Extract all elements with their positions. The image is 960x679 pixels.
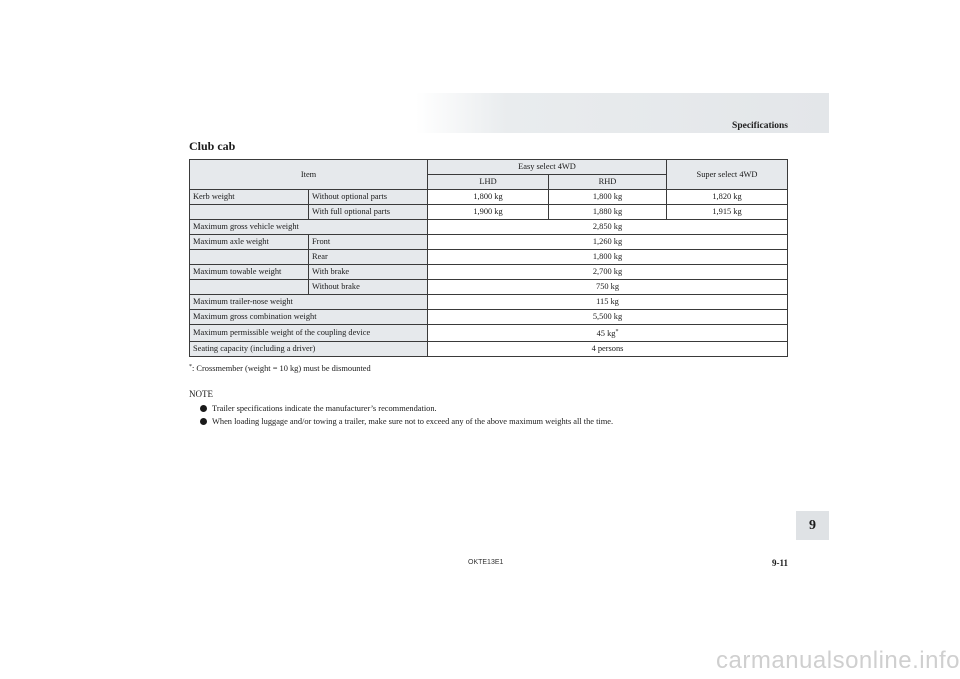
page-header-title: Specifications: [732, 121, 788, 131]
row-label: Maximum trailer-nose weight: [190, 295, 428, 310]
cell-value: 1,260 kg: [428, 235, 788, 250]
footnote-text: : Crossmember (weight = 10 kg) must be dismounted: [192, 364, 371, 373]
cell-super: 1,915 kg: [667, 205, 788, 220]
cell-value: 750 kg: [428, 280, 788, 295]
header-super-select-4wd: Super select 4WD: [667, 160, 788, 190]
table-row: [190, 295, 788, 310]
table-row: [190, 280, 788, 295]
cell-rhd: 1,880 kg: [549, 205, 667, 220]
note-text: Trailer specifications indicate the manufacturer’s recommendation.: [212, 404, 437, 413]
cell-value: 4 persons: [428, 342, 788, 357]
page-number: 9-11: [771, 558, 788, 568]
table-row: [190, 190, 788, 205]
row-label: Kerb weight: [190, 190, 309, 205]
table-row: [190, 310, 788, 325]
bullet-icon: [200, 418, 207, 425]
row-label: Maximum axle weight: [190, 235, 309, 250]
cell-value: 115 kg: [428, 295, 788, 310]
cell-value: 2,700 kg: [428, 265, 788, 280]
table-row: [190, 342, 788, 357]
bullet-icon: [200, 405, 207, 412]
row-label: Seating capacity (including a driver): [190, 342, 428, 357]
chapter-tab: 9: [796, 511, 829, 540]
note-text: When loading luggage and/or towing a trailer, make sure not to exceed any of the above maximum weights all the time.: [212, 417, 614, 426]
row-sublabel: Without optional parts: [309, 190, 428, 205]
table-row: [190, 235, 788, 250]
row-label: Maximum permissible weight of the coupling device: [190, 325, 428, 342]
row-sublabel: Front: [309, 235, 428, 250]
note-list: [200, 402, 613, 428]
table-row: [190, 220, 788, 235]
row-sublabel: With full optional parts: [309, 205, 428, 220]
note-item: [200, 402, 613, 415]
row-label-empty: [190, 250, 309, 265]
note-heading: NOTE: [189, 389, 213, 399]
cell-rhd: 1,800 kg: [549, 190, 667, 205]
cell-value: 5,500 kg: [428, 310, 788, 325]
document-code: OKTE13E1: [468, 559, 504, 566]
header-lhd: LHD: [428, 175, 549, 190]
watermark: carmanualsonline.info: [716, 647, 960, 674]
note-item: [200, 415, 613, 428]
row-sublabel: With brake: [309, 265, 428, 280]
specifications-table: [189, 159, 788, 357]
row-label: Maximum towable weight: [190, 265, 309, 280]
row-label: Maximum gross vehicle weight: [190, 220, 428, 235]
row-label: Maximum gross combination weight: [190, 310, 428, 325]
table-header-row: [190, 160, 788, 175]
cell-value: [428, 325, 788, 342]
section-title: Club cab: [189, 139, 236, 153]
coupling-value: 45 kg: [596, 329, 616, 338]
row-sublabel: Rear: [309, 250, 428, 265]
table-row: [190, 205, 788, 220]
row-sublabel: Without brake: [309, 280, 428, 295]
cell-lhd: 1,800 kg: [428, 190, 549, 205]
row-label-empty: [190, 280, 309, 295]
row-label: [190, 205, 309, 220]
table-row: [190, 250, 788, 265]
header-easy-select-4wd: Easy select 4WD: [428, 160, 667, 175]
header-rhd: RHD: [549, 175, 667, 190]
cell-value: 2,850 kg: [428, 220, 788, 235]
table-row: [190, 325, 788, 342]
cell-value: 1,800 kg: [428, 250, 788, 265]
cell-super: 1,820 kg: [667, 190, 788, 205]
cell-lhd: 1,900 kg: [428, 205, 549, 220]
footnote: [189, 364, 371, 373]
footnote-marker: *: [615, 329, 619, 335]
table-row: [190, 265, 788, 280]
footnote-mark: *: [189, 364, 192, 370]
header-item: Item: [190, 160, 428, 190]
